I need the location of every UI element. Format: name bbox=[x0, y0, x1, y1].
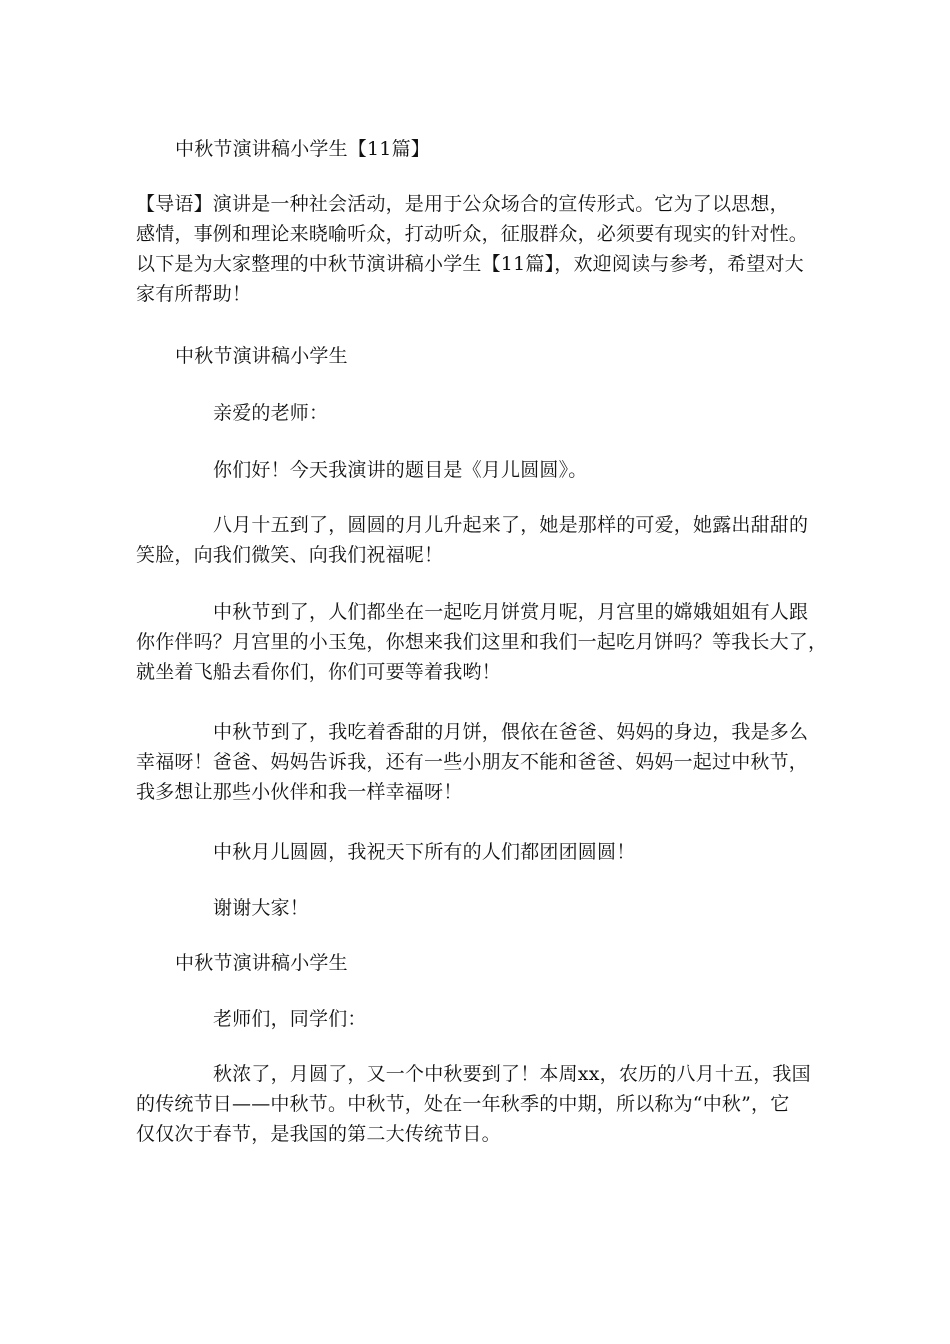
paragraph-line: 的传统节日——中秋节。中秋节，处在一年秋季的中期，所以称为“中秋”，它 bbox=[136, 1093, 790, 1115]
speech1-paragraph-2 bbox=[136, 510, 808, 570]
intro-line: 感情，事例和理论来晓喻听众，打动听众，征服群众，必须要有现实的针对性。 bbox=[136, 223, 809, 245]
intro-line: 家有所帮助！ bbox=[136, 283, 252, 305]
speech1-paragraph-1: 你们好！今天我演讲的题目是《月儿圆圆》。 bbox=[213, 459, 588, 481]
speech1-closing: 谢谢大家！ bbox=[213, 897, 310, 919]
intro-line: 【导语】演讲是一种社会活动，是用于公众场合的宣传形式。它为了以思想， bbox=[136, 193, 789, 215]
intro-line: 以下是为大家整理的中秋节演讲稿小学生【11篇】，欢迎阅读与参考，希望对大 bbox=[136, 253, 804, 275]
paragraph-line: 中秋节到了，人们都坐在一起吃月饼赏月呢，月宫里的嫦娥姐姐有人跟 bbox=[213, 601, 809, 623]
paragraph-line: 你作伴吗？月宫里的小玉兔，你想来我们这里和我们一起吃月饼吗？等我长大了， bbox=[136, 631, 828, 653]
speech2-paragraph-1 bbox=[136, 1059, 811, 1149]
speech1-paragraph-4 bbox=[136, 717, 808, 807]
paragraph-line: 我多想让那些小伙伴和我一样幸福呀！ bbox=[136, 781, 463, 803]
speech2-heading: 中秋节演讲稿小学生 bbox=[175, 952, 348, 974]
speech2-greeting: 老师们，同学们： bbox=[213, 1008, 367, 1030]
document-title: 中秋节演讲稿小学生【11篇】 bbox=[175, 138, 430, 160]
paragraph-line: 笑脸，向我们微笑、向我们祝福呢！ bbox=[136, 544, 444, 566]
speech1-greeting: 亲爱的老师： bbox=[213, 402, 329, 424]
intro-paragraph bbox=[136, 189, 808, 309]
paragraph-line: 就坐着飞船去看你们，你们可要等着我哟！ bbox=[136, 661, 501, 683]
paragraph-line: 幸福呀！爸爸、妈妈告诉我，还有一些小朋友不能和爸爸、妈妈一起过中秋节， bbox=[136, 751, 809, 773]
speech1-heading: 中秋节演讲稿小学生 bbox=[175, 345, 348, 367]
paragraph-line: 秋浓了，月圆了，又一个中秋要到了！本周xx，农历的八月十五，我国 bbox=[213, 1063, 811, 1085]
speech1-paragraph-3 bbox=[136, 597, 827, 687]
paragraph-line: 八月十五到了，圆圆的月儿升起来了，她是那样的可爱，她露出甜甜的 bbox=[213, 514, 809, 536]
paragraph-line: 仅仅次于春节，是我国的第二大传统节日。 bbox=[136, 1123, 501, 1145]
paragraph-line: 中秋节到了，我吃着香甜的月饼，偎依在爸爸、妈妈的身边，我是多么 bbox=[213, 721, 809, 743]
speech1-paragraph-5: 中秋月儿圆圆，我祝天下所有的人们都团团圆圆！ bbox=[213, 841, 636, 863]
